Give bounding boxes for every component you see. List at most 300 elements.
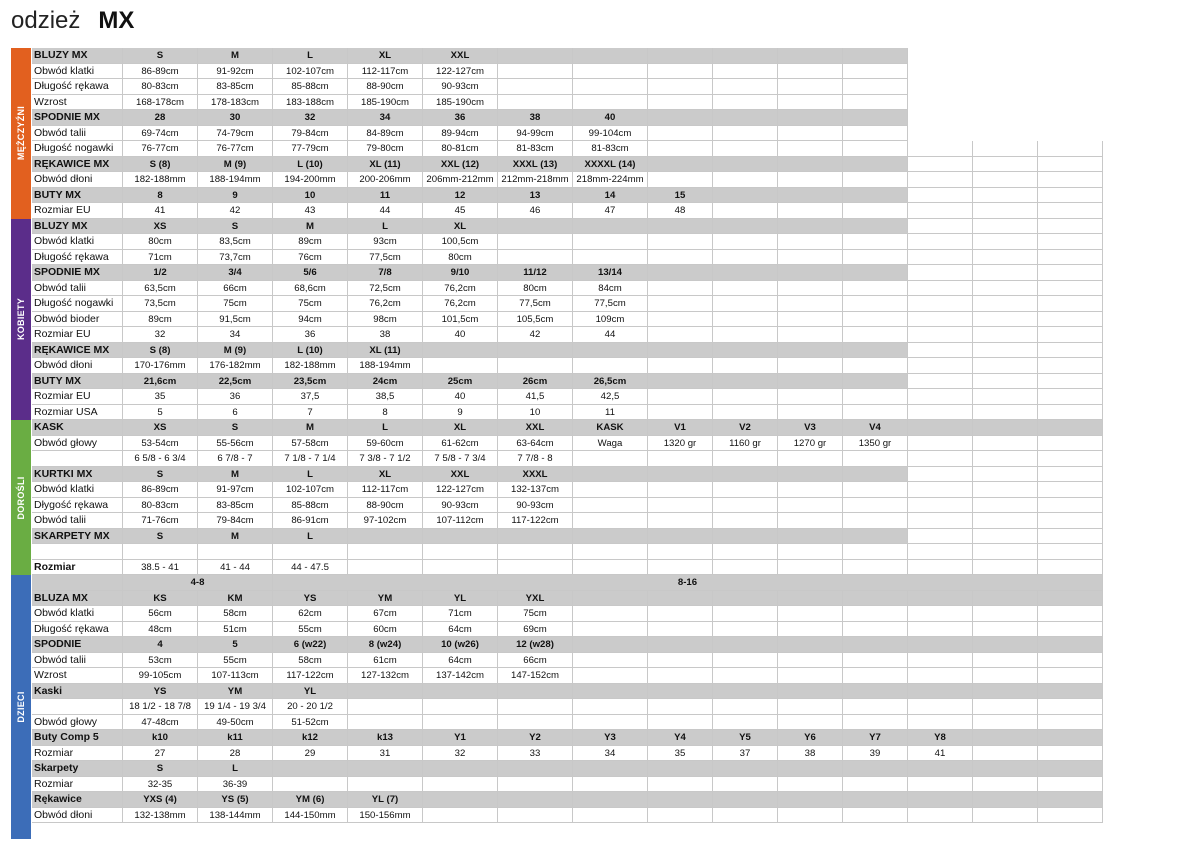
size-cell (778, 591, 843, 607)
row-label: SKARPETY MX (32, 529, 123, 545)
size-cell (498, 529, 573, 545)
size-cell (273, 544, 348, 560)
size-cell (1038, 219, 1103, 235)
size-cell: 22,5cm (198, 374, 273, 390)
size-cell: 44 (348, 203, 423, 219)
size-cell: S (198, 420, 273, 436)
size-cell (1038, 482, 1103, 498)
size-cell: 79-80cm (348, 141, 423, 157)
size-cell (778, 48, 843, 64)
size-cell (973, 420, 1038, 436)
size-cell: 47 (573, 203, 648, 219)
size-cell: 183-188cm (273, 95, 348, 111)
size-cell (973, 172, 1038, 188)
size-cell (573, 343, 648, 359)
size-cell (908, 606, 973, 622)
size-cell (973, 746, 1038, 762)
size-cell (713, 79, 778, 95)
size-cell (648, 637, 713, 653)
size-cell (843, 560, 908, 576)
size-cell: 51cm (198, 622, 273, 638)
size-cell (973, 482, 1038, 498)
size-cell (648, 792, 713, 808)
size-cell (778, 219, 843, 235)
size-cell: 45 (423, 203, 498, 219)
size-cell: 168-178cm (123, 95, 198, 111)
size-cell (713, 777, 778, 793)
size-cell: YL (273, 684, 348, 700)
size-cell: 81-83cm (498, 141, 573, 157)
row-label: Długość nogawki (32, 296, 123, 312)
size-cell (1038, 653, 1103, 669)
size-cell (573, 777, 648, 793)
size-cell (908, 498, 973, 514)
size-cell (498, 560, 573, 576)
size-cell: 21,6cm (123, 374, 198, 390)
size-cell (973, 451, 1038, 467)
size-cell (908, 374, 973, 390)
size-cell (973, 234, 1038, 250)
row-label: RĘKAWICE MX (32, 343, 123, 359)
row-label: SPODNIE (32, 637, 123, 653)
size-cell: 86-91cm (273, 513, 348, 529)
row-label: Rozmiar EU (32, 327, 123, 343)
size-cell (778, 637, 843, 653)
size-cell (573, 482, 648, 498)
size-cell: YM (6) (273, 792, 348, 808)
size-cell (423, 699, 498, 715)
size-cell: 4 (123, 637, 198, 653)
size-cell: 41 - 44 (198, 560, 273, 576)
size-cell (648, 622, 713, 638)
size-cell: 77,5cm (498, 296, 573, 312)
size-cell: 7 3/8 - 7 1/2 (348, 451, 423, 467)
size-cell: 8 (w24) (348, 637, 423, 653)
size-cell: 26,5cm (573, 374, 648, 390)
size-cell: L (10) (273, 157, 348, 173)
size-cell: 39 (843, 746, 908, 762)
size-cell (273, 777, 348, 793)
size-cell (648, 544, 713, 560)
size-cell (713, 699, 778, 715)
size-cell: 35 (123, 389, 198, 405)
size-cell (713, 281, 778, 297)
size-cell (778, 513, 843, 529)
size-cell (1038, 622, 1103, 638)
size-cell (573, 622, 648, 638)
size-cell (843, 110, 908, 126)
size-cell (778, 560, 843, 576)
size-cell (973, 405, 1038, 421)
size-cell (908, 529, 973, 545)
size-cell (498, 48, 573, 64)
size-cell (648, 684, 713, 700)
size-cell (648, 467, 713, 483)
size-cell (973, 560, 1038, 576)
size-cell: L (348, 420, 423, 436)
age-range-cell: 8-16 (273, 575, 1103, 591)
size-cell (573, 637, 648, 653)
size-cell (1038, 405, 1103, 421)
size-cell: 5/6 (273, 265, 348, 281)
size-cell (1038, 420, 1103, 436)
size-cell (908, 482, 973, 498)
size-cell (778, 126, 843, 142)
size-cell (843, 606, 908, 622)
size-cell (573, 234, 648, 250)
size-cell: Y3 (573, 730, 648, 746)
size-cell: XXL (423, 467, 498, 483)
size-cell (573, 653, 648, 669)
size-cell (778, 234, 843, 250)
size-cell: YM (348, 591, 423, 607)
size-cell (423, 343, 498, 359)
size-cell: 71cm (123, 250, 198, 266)
size-cell: 76-77cm (123, 141, 198, 157)
size-cell: 38 (348, 327, 423, 343)
size-cell: 76-77cm (198, 141, 273, 157)
size-cell (778, 668, 843, 684)
size-cell (778, 265, 843, 281)
size-cell (713, 358, 778, 374)
size-cell (573, 48, 648, 64)
size-cell: 36 (423, 110, 498, 126)
size-cell: 89cm (273, 234, 348, 250)
row-label: Długość nogawki (32, 141, 123, 157)
size-cell (348, 529, 423, 545)
size-cell: 48cm (123, 622, 198, 638)
size-cell (843, 684, 908, 700)
size-cell (778, 250, 843, 266)
size-cell: 99-104cm (573, 126, 648, 142)
size-cell (573, 467, 648, 483)
size-cell: 101,5cm (423, 312, 498, 328)
size-cell (648, 374, 713, 390)
size-cell (973, 436, 1038, 452)
size-cell: 7 1/8 - 7 1/4 (273, 451, 348, 467)
size-cell: 76,2cm (423, 281, 498, 297)
size-cell: 36 (198, 389, 273, 405)
row-label: Obwód głowy (32, 715, 123, 731)
size-cell: 74-79cm (198, 126, 273, 142)
size-cell (573, 79, 648, 95)
size-cell (713, 343, 778, 359)
size-cell: 58cm (198, 606, 273, 622)
size-cell (648, 498, 713, 514)
size-cell (973, 684, 1038, 700)
size-cell: 98cm (348, 312, 423, 328)
size-cell: S (198, 219, 273, 235)
size-cell: M (9) (198, 343, 273, 359)
age-range-cell: 4-8 (123, 575, 273, 591)
size-cell: 150-156mm (348, 808, 423, 824)
size-cell (843, 513, 908, 529)
row-label: Rozmiar USA (32, 405, 123, 421)
size-cell (843, 126, 908, 142)
size-cell (973, 606, 1038, 622)
size-cell (573, 761, 648, 777)
row-label: Obwód talii (32, 126, 123, 142)
size-cell (713, 250, 778, 266)
size-cell (573, 591, 648, 607)
size-cell (713, 529, 778, 545)
size-cell: 42,5 (573, 389, 648, 405)
size-cell (713, 792, 778, 808)
size-cell (713, 668, 778, 684)
size-cell (198, 544, 273, 560)
size-cell: S (123, 48, 198, 64)
size-cell (908, 808, 973, 824)
size-cell (573, 358, 648, 374)
size-cell: 3/4 (198, 265, 273, 281)
size-cell: 47-48cm (123, 715, 198, 731)
size-cell: 71cm (423, 606, 498, 622)
size-cell: XL (11) (348, 343, 423, 359)
size-cell (713, 141, 778, 157)
category-label: DOROŚLI (16, 475, 26, 520)
size-cell (1038, 498, 1103, 514)
size-cell (908, 451, 973, 467)
size-cell: 188-194mm (348, 358, 423, 374)
size-cell (648, 327, 713, 343)
size-cell (1038, 312, 1103, 328)
size-cell (498, 777, 573, 793)
size-cell (778, 808, 843, 824)
size-cell (843, 281, 908, 297)
size-cell (713, 467, 778, 483)
size-cell: 44 (573, 327, 648, 343)
size-cell (778, 374, 843, 390)
size-cell: k13 (348, 730, 423, 746)
size-cell: Y4 (648, 730, 713, 746)
size-cell: XXXXL (14) (573, 157, 648, 173)
size-cell (423, 544, 498, 560)
size-cell: 55-56cm (198, 436, 273, 452)
size-cell (908, 141, 973, 157)
size-cell: 102-107cm (273, 64, 348, 80)
size-cell (973, 730, 1038, 746)
size-cell (648, 126, 713, 142)
row-label: Rozmiar (32, 777, 123, 793)
size-cell (573, 668, 648, 684)
size-cell (498, 79, 573, 95)
category-label: KOBIETY (16, 298, 26, 341)
size-cell (1038, 529, 1103, 545)
size-cell (423, 560, 498, 576)
size-cell: 37 (713, 746, 778, 762)
size-cell (843, 358, 908, 374)
size-cell (713, 48, 778, 64)
size-cell: 32 (123, 327, 198, 343)
size-cell (973, 358, 1038, 374)
size-cell (843, 296, 908, 312)
size-cell: 132-137cm (498, 482, 573, 498)
size-cell (843, 389, 908, 405)
size-cell: 20 - 20 1/2 (273, 699, 348, 715)
size-cell (843, 808, 908, 824)
size-cell (778, 281, 843, 297)
size-cell: 14 (573, 188, 648, 204)
size-cell (843, 157, 908, 173)
row-label: Obwód dłoni (32, 358, 123, 374)
size-cell: 13 (498, 188, 573, 204)
size-cell (908, 358, 973, 374)
size-cell (648, 513, 713, 529)
size-cell: 51-52cm (273, 715, 348, 731)
size-cell: 170-176mm (123, 358, 198, 374)
size-cell (573, 606, 648, 622)
size-cell: 64cm (423, 622, 498, 638)
size-cell: 76,2cm (423, 296, 498, 312)
size-cell (843, 405, 908, 421)
size-cell (573, 451, 648, 467)
size-cell (973, 296, 1038, 312)
size-cell (573, 544, 648, 560)
size-cell: 89-94cm (423, 126, 498, 142)
size-cell: XL (348, 48, 423, 64)
size-cell: 76cm (273, 250, 348, 266)
size-cell: 41 (908, 746, 973, 762)
size-cell (713, 389, 778, 405)
size-cell (843, 79, 908, 95)
size-cell (713, 498, 778, 514)
size-cell: 6 7/8 - 7 (198, 451, 273, 467)
size-cell (648, 606, 713, 622)
row-label: RĘKAWICE MX (32, 157, 123, 173)
size-cell: 200-206mm (348, 172, 423, 188)
size-cell (648, 250, 713, 266)
size-cell (973, 312, 1038, 328)
size-cell (778, 715, 843, 731)
size-cell: 109cm (573, 312, 648, 328)
size-cell (843, 141, 908, 157)
row-label: Długość rękawa (32, 250, 123, 266)
size-cell (973, 498, 1038, 514)
size-cell: 42 (498, 327, 573, 343)
size-cell: 58cm (273, 653, 348, 669)
size-cell: XL (423, 219, 498, 235)
size-cell: XS (123, 420, 198, 436)
size-cell (648, 808, 713, 824)
size-cell (973, 777, 1038, 793)
size-cell (843, 761, 908, 777)
size-cell (778, 343, 843, 359)
size-cell (713, 157, 778, 173)
size-cell: 34 (348, 110, 423, 126)
size-cell: 61-62cm (423, 436, 498, 452)
size-cell: 44 - 47.5 (273, 560, 348, 576)
size-cell: 1350 gr (843, 436, 908, 452)
size-cell (778, 405, 843, 421)
size-cell (843, 467, 908, 483)
size-cell (648, 668, 713, 684)
size-cell (843, 699, 908, 715)
size-cell (1038, 327, 1103, 343)
size-cell (648, 296, 713, 312)
size-cell (973, 699, 1038, 715)
size-cell: 75cm (198, 296, 273, 312)
size-cell: 86-89cm (123, 482, 198, 498)
size-cell (973, 467, 1038, 483)
size-cell (498, 64, 573, 80)
size-cell (573, 808, 648, 824)
row-label: Obwód talii (32, 653, 123, 669)
size-cell (713, 374, 778, 390)
size-cell (908, 343, 973, 359)
size-cell (713, 560, 778, 576)
size-cell: 83-85cm (198, 498, 273, 514)
size-cell: XXL (498, 420, 573, 436)
size-cell (843, 374, 908, 390)
size-cell (648, 761, 713, 777)
size-cell (1038, 715, 1103, 731)
size-cell: 37,5 (273, 389, 348, 405)
size-cell (648, 234, 713, 250)
size-cell (1038, 777, 1103, 793)
size-cell: 63-64cm (498, 436, 573, 452)
size-cell: YM (198, 684, 273, 700)
size-cell: 7/8 (348, 265, 423, 281)
size-cell: Y8 (908, 730, 973, 746)
row-label: Rozmiar (32, 560, 123, 576)
size-cell (843, 591, 908, 607)
size-cell: L (348, 219, 423, 235)
size-cell: 99-105cm (123, 668, 198, 684)
size-cell (908, 157, 973, 173)
size-cell (778, 467, 843, 483)
size-cell (1038, 234, 1103, 250)
size-cell: 80-83cm (123, 498, 198, 514)
size-cell (778, 622, 843, 638)
size-cell (648, 95, 713, 111)
size-cell (648, 451, 713, 467)
size-cell (498, 792, 573, 808)
size-cell: 79-84cm (273, 126, 348, 142)
size-cell (973, 808, 1038, 824)
size-cell: 105,5cm (498, 312, 573, 328)
size-cell (778, 172, 843, 188)
size-cell: Y2 (498, 730, 573, 746)
row-label: Rękawice (32, 792, 123, 808)
row-label: Obwód klatki (32, 64, 123, 80)
size-cell: S (8) (123, 343, 198, 359)
size-cell: 63,5cm (123, 281, 198, 297)
row-label: BLUZA MX (32, 591, 123, 607)
size-cell: 32-35 (123, 777, 198, 793)
size-cell (908, 281, 973, 297)
size-cell (843, 343, 908, 359)
row-label: Obwód talii (32, 281, 123, 297)
size-cell (843, 234, 908, 250)
size-cell (573, 792, 648, 808)
size-cell (908, 203, 973, 219)
size-cell (713, 482, 778, 498)
size-cell: 127-132cm (348, 668, 423, 684)
size-cell: 83,5cm (198, 234, 273, 250)
size-cell: 107-112cm (423, 513, 498, 529)
size-cell: Y5 (713, 730, 778, 746)
row-label: SPODNIE MX (32, 265, 123, 281)
size-cell (908, 684, 973, 700)
size-cell (908, 622, 973, 638)
size-cell: 57-58cm (273, 436, 348, 452)
size-cell (843, 482, 908, 498)
size-cell (423, 792, 498, 808)
row-label (32, 699, 123, 715)
size-cell: YXL (498, 591, 573, 607)
size-cell (778, 312, 843, 328)
size-cell: 80cm (498, 281, 573, 297)
